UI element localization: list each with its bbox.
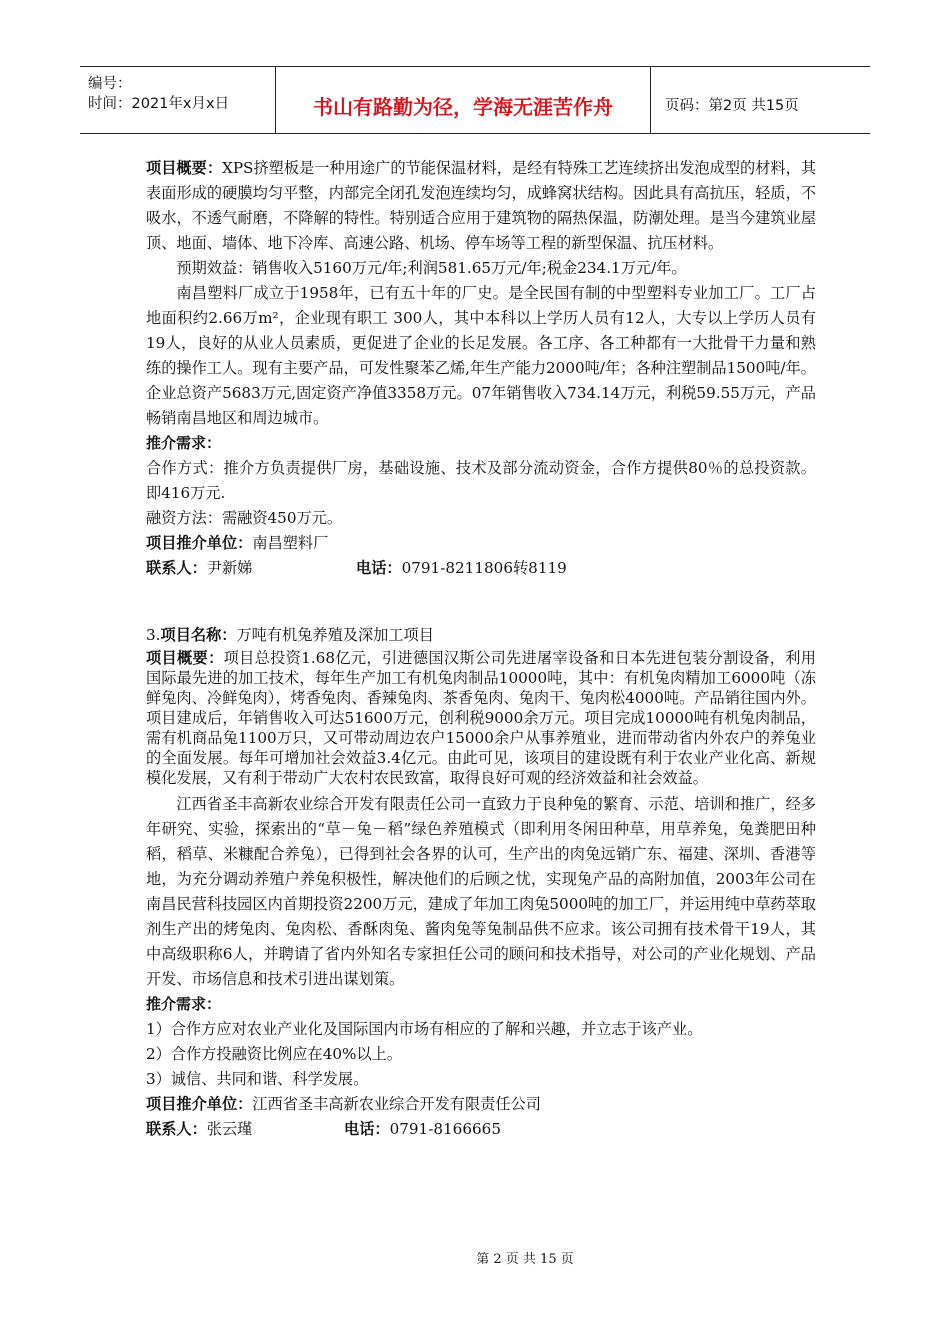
- overview-label: 项目概要：: [146, 159, 223, 177]
- page-footer: [0, 1248, 950, 1267]
- number-label: 编号：: [88, 76, 132, 92]
- header-meta: [80, 67, 276, 133]
- motto: 书山有路勤为径，学海无涯苦作舟: [313, 95, 613, 119]
- name-prefix: 3.: [146, 626, 161, 644]
- project3-needs-heading: 推介需求：: [146, 995, 222, 1013]
- project2-benefit: 预期效益：销售收入5160万元/年;利润581.65万元/年;税金234.1万元/年。: [176, 259, 687, 277]
- project3-need-1: 1）合作方应对农业产业化及国际国内市场有相应的了解和兴趣，并立志于该产业。: [146, 1020, 703, 1038]
- phone-value: 0791-8211806转8119: [401, 559, 567, 577]
- project3-need-3: 3）诚信、共同和谐、科学发展。: [146, 1070, 369, 1088]
- name-value: 万吨有机兔养殖及深加工项目: [236, 626, 434, 644]
- page-header: [80, 66, 870, 134]
- time-label: 时间：2021年x月x日: [88, 96, 230, 112]
- unit-label: 项目推介单位：: [146, 1095, 253, 1113]
- project3-contact: [146, 1117, 816, 1142]
- project2-needs-heading: 推介需求：: [146, 434, 222, 452]
- project3-unit: [146, 1092, 816, 1117]
- overview-label: 项目概要：: [146, 649, 224, 667]
- section-gap: [146, 581, 816, 623]
- header-motto-cell: [276, 67, 651, 133]
- contact-label: 联系人：: [146, 559, 207, 577]
- footer-page-number: 第 2 页 共 15 页: [476, 1252, 574, 1267]
- project3-company: 江西省圣丰高新农业综合开发有限责任公司一直致力于良种兔的繁育、示范、培训和推广，经多年研究、实验，探索出的“草－兔－稻”绿色养殖模式（即利用冬闲田种草，用草养兔，兔粪肥田种稻，稻草、米糠配合养兔），已得到社会各界的认可，生产出的肉兔远销广东、福建、深圳、香港等地，为充分调动养殖户养兔积极性，解决他们的后顾之忧，实现兔产品的高附加值，2003年公司在南昌民营科技园区内首期投资2200万元，建成了年加工肉兔5000吨的加工厂，并运用纯中草药萃取剂生产出的烤兔肉、兔肉松、香酥肉兔、酱肉兔等兔制品供不应求。该公司拥有技术骨干19人，其中高级职称6人，并聘请了省内外知名专家担任公司的顾问和技术指导，对公司的产业化规划、产品开发、市场信息和技术引进出谋划策。: [146, 795, 816, 988]
- contact-value: 张云瑾: [206, 1120, 253, 1138]
- phone-value: 0791-8166665: [389, 1120, 501, 1138]
- contact-label: 联系人：: [146, 1120, 207, 1138]
- unit-label: 项目推介单位：: [146, 534, 253, 552]
- phone-label: 电话：: [344, 1120, 390, 1138]
- project2-overview: [146, 156, 816, 256]
- phone-label: 电话：: [356, 559, 402, 577]
- phone: [356, 556, 567, 581]
- project2-unit: [146, 531, 816, 556]
- project2-company: 南昌塑料厂成立于1958年，已有五十年的厂史。是全民国有制的中型塑料专业加工厂。工厂占地面积约2.66万m²，企业现有职工 300人，其中本科以上学历人员有12人，大专以上学历人员有19人，良好的从业人员素质，更促进了企业的长足发展。各工序、各工种都有一大批骨干力量和熟练的操作工人。现有主要产品，可发性聚苯乙烯,年生产能力2000吨/年；各种注塑制品1500吨/年。企业总资产5683万元,固定资产净值3358万元。07年销售收入734.14万元，利税59.55万元，产品畅销南昌地区和周边城市。: [146, 284, 816, 427]
- overview-text: 项目总投资1.68亿元，引进德国汉斯公司先进屠宰设备和日本先进包装分割设备，利用国际最先进的加工技术，每年生产加工有机兔肉制品10000吨，其中：有机兔肉精加工6000吨（冻鲜兔肉、冷鲜兔肉），烤香兔肉、香辣兔肉、茶香兔肉、兔肉干、兔肉松4000吨。产品销往国内外。项目建成后，年销售收入可达51600万元，创利税9000余万元。项目完成10000吨有机兔肉制品，需有机商品兔1100万只，又可带动周边农户15000余户从事养殖业，进而带动省内外农户的养兔业的全面发展。每年可增加社会效益3.4亿元。由此可见，该项目的建设既有利于农业产业化高、新规模化发展，又有利于带动广大农村农民致富，取得良好可观的经济效益和社会效益。: [146, 649, 816, 787]
- overview-text: XPS挤塑板是一种用途广的节能保温材料，是经有特殊工艺连续挤出发泡成型的材料，其表面形成的硬膜均匀平整，内部完全闭孔发泡连续均匀，成蜂窝状结构。因此具有高抗压，轻质，不吸水，不透气耐磨，不降解的特性。特别适合应用于建筑物的隔热保温，防潮处理。是当今建筑业屋顶、地面、墙体、地下冷库、高速公路、机场、停车场等工程的新型保温、抗压材料。: [146, 159, 817, 252]
- contact-value: 尹新娣: [206, 559, 253, 577]
- project3-name: [146, 623, 816, 648]
- project3-need-2: 2）合作方投融资比例应在40%以上。: [146, 1045, 403, 1063]
- unit-value: 南昌塑料厂: [252, 534, 329, 552]
- document-body: [146, 156, 816, 1142]
- phone: [344, 1117, 501, 1142]
- project3-overview: [146, 648, 816, 788]
- project2-cooperation: 合作方式：推介方负责提供厂房，基础设施、技术及部分流动资金，合作方提供80％的总投资款。即416万元.: [146, 459, 816, 502]
- project2-contact: [146, 556, 816, 581]
- page-indicator: 页码：第2页 共15页: [665, 98, 799, 114]
- name-label: 项目名称：: [160, 626, 237, 644]
- project2-financing: 融资方法：需融资450万元。: [146, 509, 343, 527]
- unit-value: 江西省圣丰高新农业综合开发有限责任公司: [252, 1095, 541, 1113]
